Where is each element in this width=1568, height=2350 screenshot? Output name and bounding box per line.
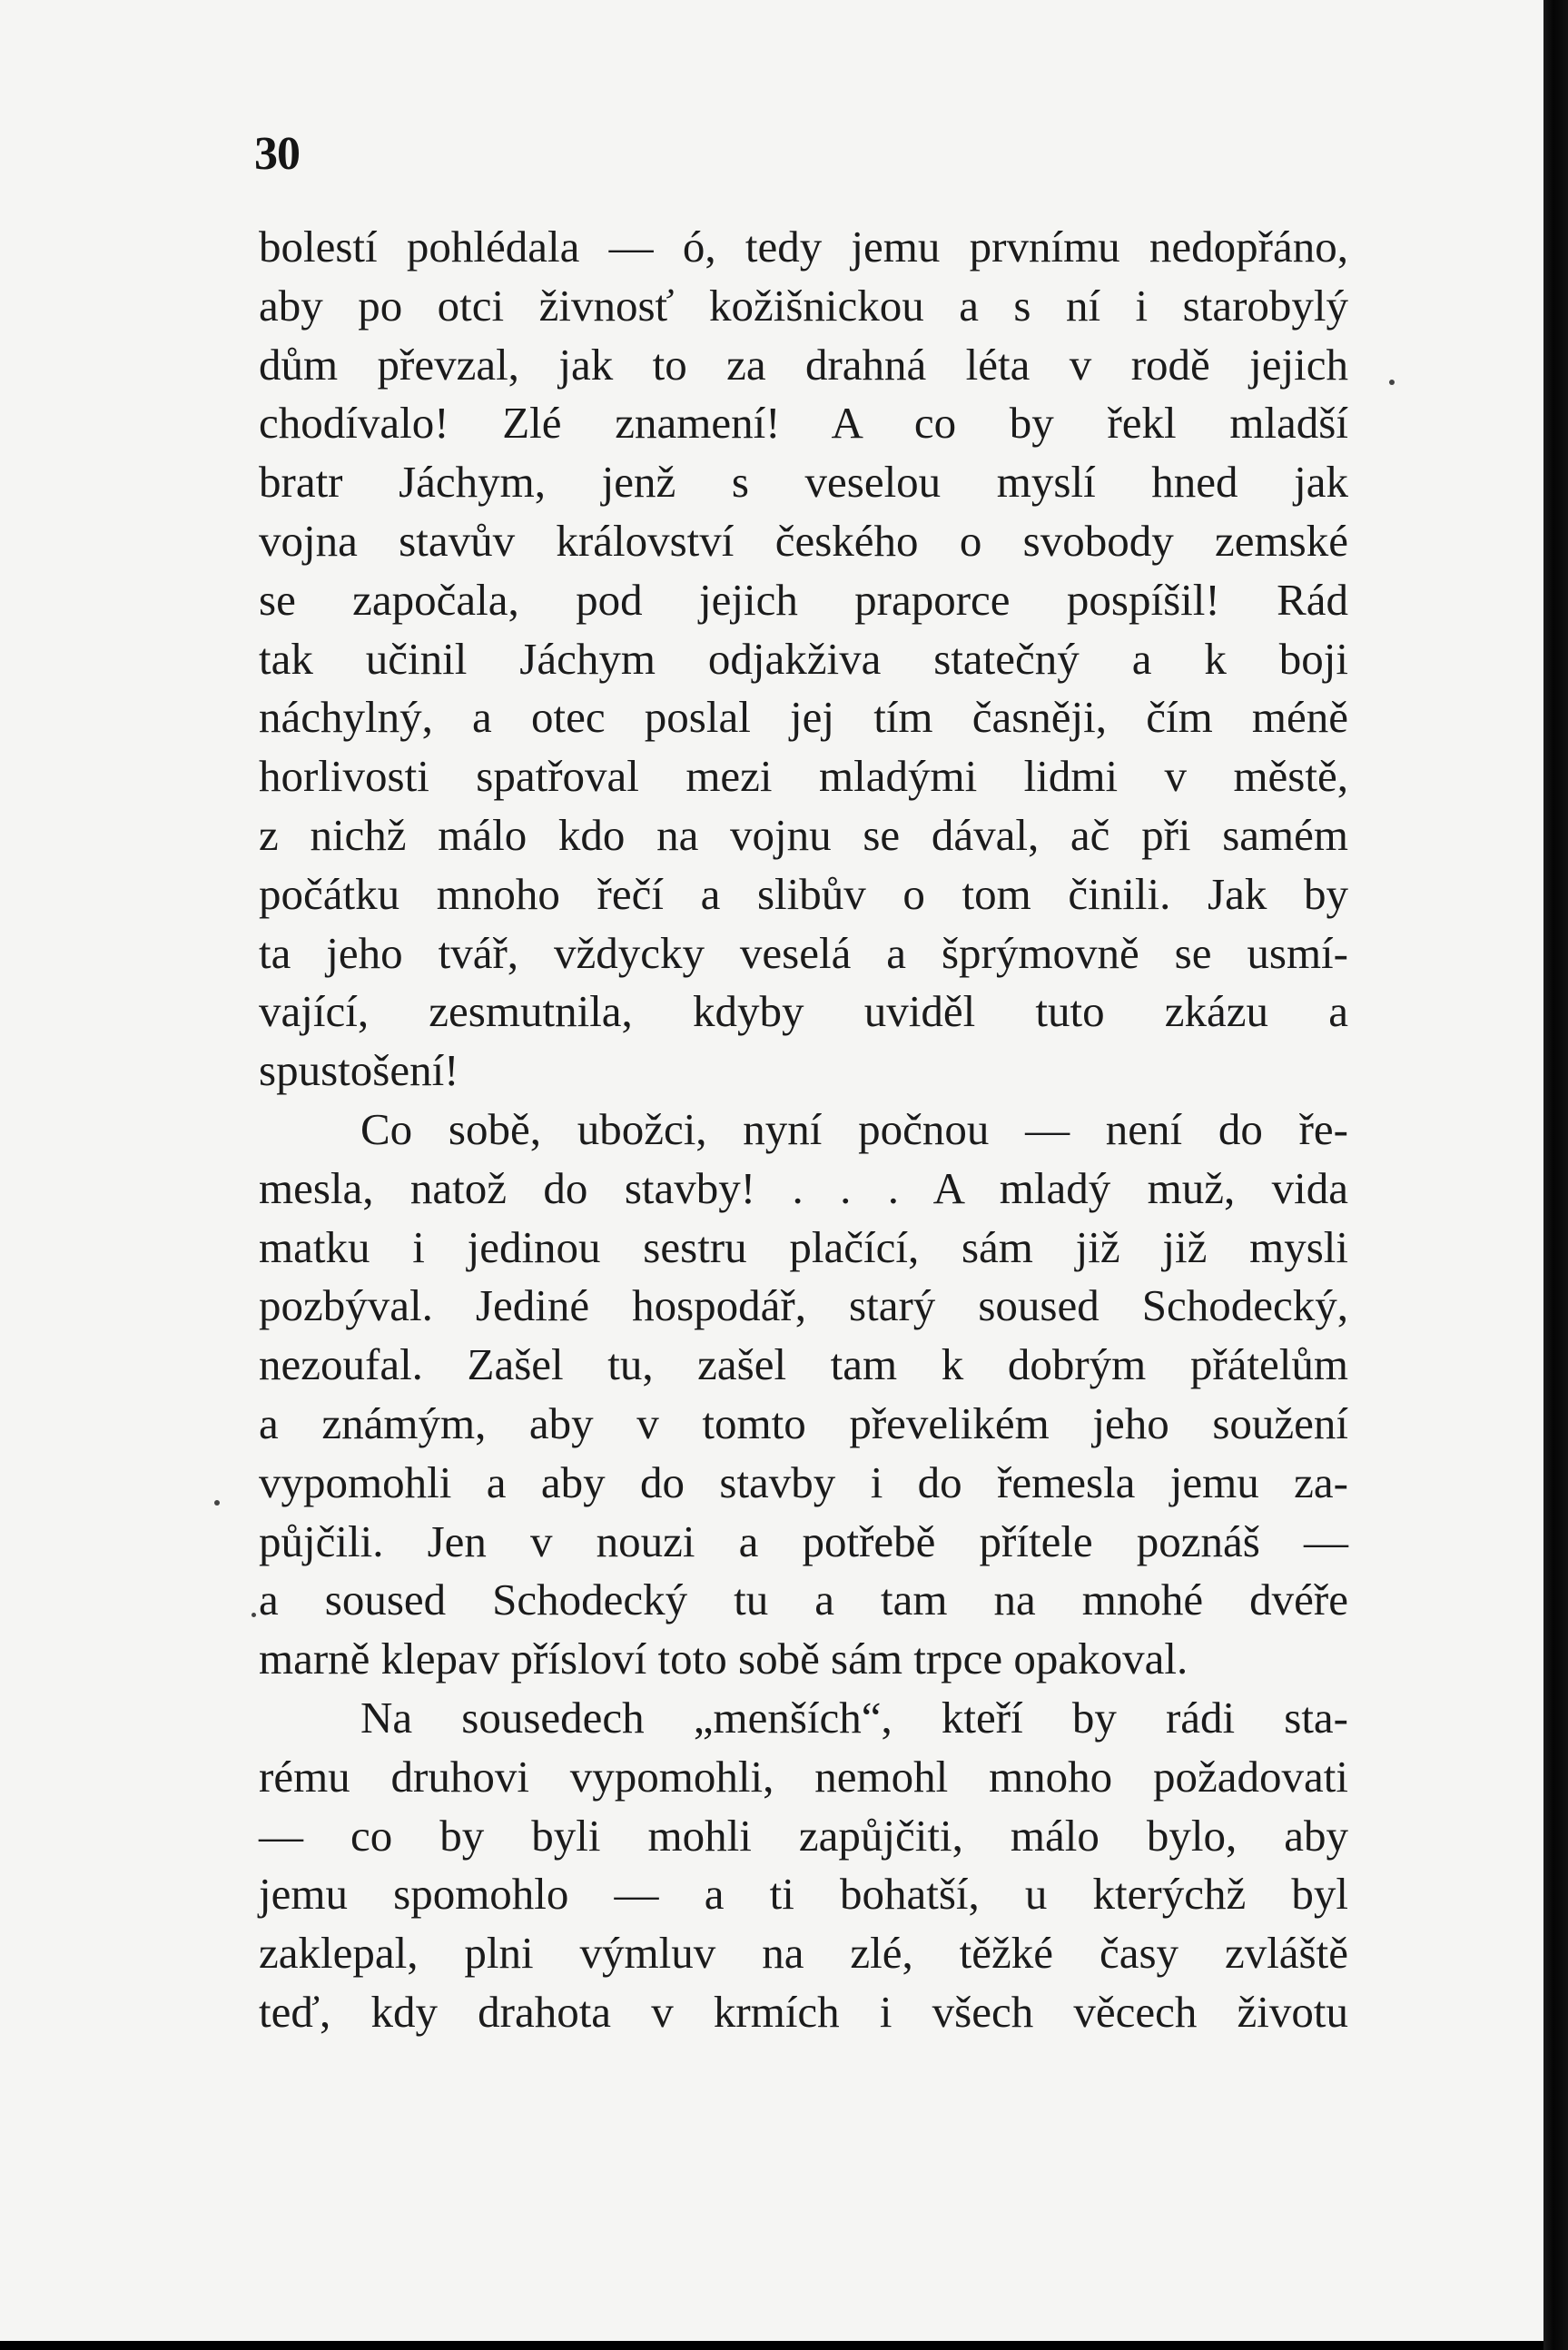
text-line: matku i jedinou sestru plačící, sám již již mysli: [259, 1221, 1348, 1272]
page-edge-shadow: [1543, 0, 1568, 2350]
paragraph-3: [259, 1689, 1348, 2042]
text-line: náchylný, a otec poslal jej tím časněji, čím méně: [259, 692, 1348, 743]
text-line: půjčili. Jen v nouzi a potřebě přítele poznáš —: [259, 1516, 1348, 1566]
paragraph-2: [259, 1101, 1348, 1689]
paragraph-1: [259, 218, 1348, 1101]
text-line: zaklepal, plni výmluv na zlé, těžké časy zvláště: [259, 1928, 1348, 1979]
text-line: vojna stavův království českého o svobody zemské: [259, 515, 1348, 566]
text-line: spustošení!: [259, 1045, 459, 1096]
text-line: mesla, natož do stavby! . . . A mladý muž, vida: [259, 1162, 1348, 1213]
page-number: 30: [254, 128, 300, 180]
text-line: vypomohli a aby do stavby i do řemesla jemu za-: [259, 1456, 1348, 1507]
text-line: a známým, aby v tomto převelikém jeho soužení: [259, 1397, 1348, 1448]
text-line: teď, kdy drahota v krmích i všech věcech životu: [259, 1986, 1348, 2037]
print-speck: [251, 1613, 256, 1617]
text-line: bratr Jáchym, jenž s veselou myslí hned jak: [259, 457, 1348, 508]
text-line: dům převzal, jak to za drahná léta v rodě jejich: [259, 339, 1348, 390]
text-line: vající, zesmutnila, kdyby uviděl tuto zkázu a: [259, 986, 1348, 1037]
print-speck: [1389, 380, 1395, 385]
text-line: jemu spomohlo — a ti bohatší, u kterýchž byl: [259, 1869, 1348, 1920]
text-line: Na sousedech „menších“, kteří by rádi sta-: [360, 1692, 1348, 1743]
text-line: marně klepav přísloví toto sobě sám trpce opakoval.: [259, 1634, 1188, 1684]
body-text: [259, 218, 1348, 2042]
text-line: horlivosti spatřoval mezi mladými lidmi v městě,: [259, 751, 1348, 802]
text-line: tak učinil Jáchym odjakživa statečný a k boji: [259, 633, 1348, 684]
text-line: aby po otci živnosť kožišnickou a s ní i starobylý: [259, 280, 1348, 331]
text-line: počátku mnoho řečí a slibův o tom činili. Jak by: [259, 868, 1348, 919]
text-line: z nichž málo kdo na vojnu se dával, ač při samém: [259, 809, 1348, 860]
text-line: ta jeho tvář, vždycky veselá a šprýmovně se usmí-: [259, 927, 1348, 978]
text-line: Co sobě, ubožci, nyní počnou — není do ře-: [360, 1103, 1348, 1154]
text-line: chodívalo! Zlé znamení! A co by řekl mladší: [259, 398, 1348, 449]
text-line: a soused Schodecký tu a tam na mnohé dvéře: [259, 1575, 1348, 1625]
text-line: bolestí pohlédala — ó, tedy jemu prvnímu nedopřáno,: [259, 222, 1348, 272]
text-line: se započala, pod jejich praporce pospíšil! Rád: [259, 574, 1348, 625]
text-line: nezoufal. Zašel tu, zašel tam k dobrým přátelům: [259, 1339, 1348, 1390]
text-line: rému druhovi vypomohli, nemohl mnoho požadovati: [259, 1751, 1348, 1802]
text-line: — co by byli mohli zapůjčiti, málo bylo, aby: [259, 1810, 1348, 1861]
print-speck: [214, 1500, 220, 1506]
text-line: pozbýval. Jediné hospodář, starý soused Schodecký,: [259, 1280, 1348, 1331]
